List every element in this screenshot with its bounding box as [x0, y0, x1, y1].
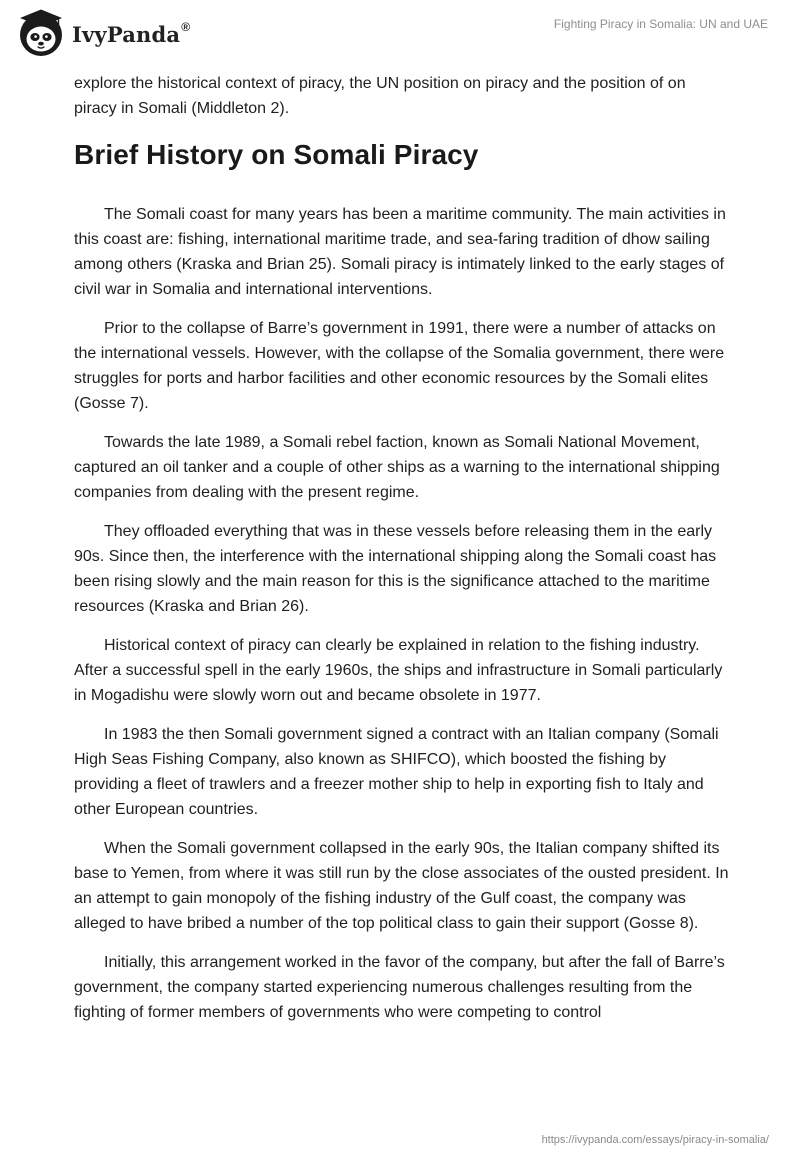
document-title: Fighting Piracy in Somalia: UN and UAE [553, 17, 768, 31]
intro-continuation: explore the historical context of piracy, the UN position on piracy and the position of on piracy in Somali (Middleton 2). [74, 75, 686, 117]
registered-mark: ® [181, 19, 191, 34]
paragraph: They offloaded everything that was in these vessels before releasing them in the early 90s. Since then, the interference with the international shipping along the Somali coast has been rising slowly and the main reason for this is the significance attached to the maritime resources (Kraska and Brian 26). [74, 523, 717, 615]
paragraph: In 1983 the then Somali government signed a contract with an Italian company (Somali High Seas Fishing Company, also known as SHIFCO), which boosted the fishing by providing a fleet of trawlers and a freezer mother ship to help in exporting fish to Italy and other European countries. [74, 726, 719, 818]
paragraph: When the Somali government collapsed in the early 90s, the Italian company shifted its base to Yemen, from where it was still run by the close associates of the ousted president. In an attempt to gain monopoly of the fishing industry of the Gulf coast, the company was alleged to have bribed a number of the top political class to gain their support (Gosse 8). [74, 840, 729, 932]
article-body [74, 71, 730, 1039]
page-header [0, 0, 800, 66]
section-heading: Brief History on Somali Piracy [74, 139, 479, 170]
paragraph: Towards the late 1989, a Somali rebel faction, known as Somali National Movement, captured an oil tanker and a couple of other ships as a warning to the international shipping companies from dealing with the present regime. [74, 434, 720, 501]
paragraph: The Somali coast for many years has been a maritime community. The main activities in this coast are: fishing, international maritime trade, and sea-faring tradition of dhow sailing among others (Kraska and Brian 25). Somali piracy is intimately linked to the early stages of civil war in Somalia and international interventions. [74, 206, 726, 298]
logo-wordmark [72, 19, 191, 47]
panda-graduation-cap-icon [16, 8, 66, 58]
source-url[interactable]: https://ivypanda.com/essays/piracy-in-somalia/ [541, 1134, 769, 1146]
ivypanda-logo[interactable] [16, 8, 190, 58]
logo-text: IvyPanda [72, 21, 181, 47]
paragraph: Prior to the collapse of Barre’s government in 1991, there were a number of attacks on the international vessels. However, with the collapse of the Somalia government, there were struggles for ports and harbor facilities and other economic resources by the Somali elites (Gosse 7). [74, 320, 725, 412]
paragraph: Historical context of piracy can clearly be explained in relation to the fishing industry. After a successful spell in the early 1960s, the ships and infrastructure in Somali particularly in Mogadishu were slowly worn out and became obsolete in 1977. [74, 637, 723, 704]
paragraph: Initially, this arrangement worked in the favor of the company, but after the fall of Barre’s government, the company started experiencing numerous challenges resulting from the fighting of former members of governments who were competing to control [74, 954, 725, 1021]
